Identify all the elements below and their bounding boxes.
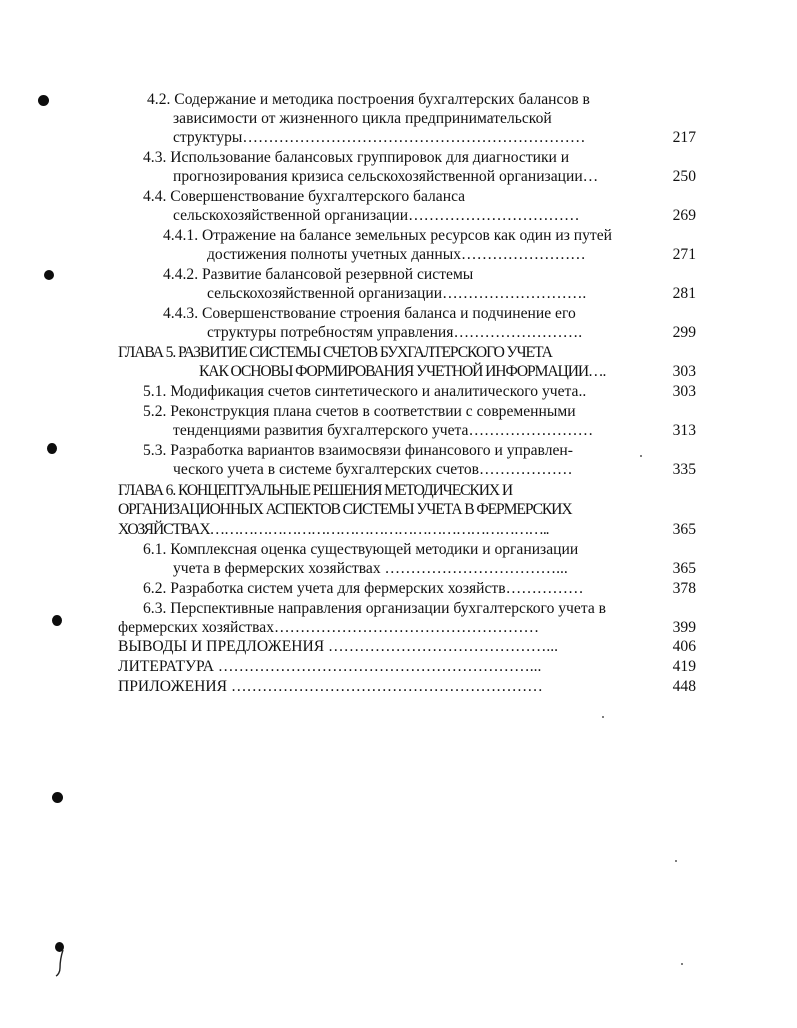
toc-entry-6-1-line-2: учета в фермерских хозяйствах ……………………………...	[173, 560, 568, 577]
toc-page-number: 335	[672, 461, 696, 478]
toc-entry-6-1-line-1: 6.1. Комплексная оценка существующей методики и организации	[143, 541, 579, 558]
toc-entry-4-4-3-line-1: 4.4.3. Совершенствование строения баланса и подчинение его	[163, 305, 576, 322]
toc-conclusions: ВЫВОДЫ И ПРЕДЛОЖЕНИЯ ……………………………………...	[118, 638, 559, 655]
toc-entry-6-2: 6.2. Разработка систем учета для фермерских хозяйств……………	[143, 580, 584, 597]
toc-entry-4-2-line-2: зависимости от жизненного цикла предпринимательской	[173, 110, 552, 127]
toc-chapter-6-line-2: ОРГАНИЗАЦИОННЫХ АСПЕКТОВ СИСТЕМЫ УЧЕТА В ФЕРМЕРСКИХ	[118, 501, 572, 518]
toc-page-number: 448	[672, 678, 696, 695]
pen-stroke-icon	[54, 948, 68, 978]
toc-entry-4-2-line-1: 4.2. Содержание и методика построения бухгалтерских балансов в	[147, 91, 590, 108]
toc-entry-6-3-line-1: 6.3. Перспективные направления организации бухгалтерского учета в	[143, 600, 607, 617]
toc-page-number: 313	[672, 422, 696, 439]
toc-chapter-5-line-1: ГЛАВА 5. РАЗВИТИЕ СИСТЕМЫ СЧЕТОВ БУХГАЛТЕРСКОГО УЧЕТА	[118, 344, 552, 361]
toc-page-number: 365	[672, 521, 696, 538]
toc-page-number: 250	[672, 168, 696, 185]
toc-literature: ЛИТЕРАТУРА ……………………………………………………...	[118, 658, 542, 675]
toc-entry-5-2-line-1: 5.2. Реконструкция плана счетов в соответствии с современными	[143, 403, 576, 420]
toc-entry-5-1: 5.1. Модификация счетов синтетического и аналитического учета..	[143, 383, 587, 400]
binder-hole-mark	[52, 615, 62, 626]
binder-hole-mark	[38, 95, 49, 106]
toc-page-number: 217	[672, 129, 696, 146]
toc-appendices: ПРИЛОЖЕНИЯ ……………………………………………………	[118, 678, 543, 695]
toc-page-number: 303	[672, 383, 696, 400]
toc-entry-5-3-line-1: 5.3. Разработка вариантов взаимосвязи финансового и управлен-	[143, 442, 573, 459]
toc-entry-5-3-line-2: ческого учета в системе бухгалтерских счетов………………	[173, 461, 573, 478]
toc-entry-4-3-line-2: прогнозирования кризиса сельскохозяйственной организации…	[173, 168, 599, 185]
toc-page-number: 365	[672, 560, 696, 577]
toc-entry-4-3-line-1: 4.3. Использование балансовых группировок для диагностики и	[143, 149, 570, 166]
binder-hole-mark	[44, 270, 54, 280]
toc-entry-4-4-1-line-1: 4.4.1. Отражение на балансе земельных ресурсов как один из путей	[163, 227, 613, 244]
toc-chapter-5-line-2: КАК ОСНОВЫ ФОРМИРОВАНИЯ УЧЕТНОЙ ИНФОРМАЦИИ….	[199, 363, 606, 380]
toc-page-number: 378	[672, 580, 696, 597]
toc-page-number: 271	[672, 246, 696, 263]
binder-hole-mark	[47, 443, 57, 454]
toc-entry-4-4-2-line-1: 4.4.2. Развитие балансовой резервной системы	[163, 266, 474, 283]
toc-entry-5-2-line-2: тенденциями развития бухгалтерского учета……………………	[173, 422, 594, 439]
toc-entry-4-4-1-line-2: достижения полноты учетных данных……………………	[207, 246, 586, 263]
toc-page-number: 299	[672, 324, 696, 341]
scan-speck	[681, 963, 683, 965]
toc-page-number: 269	[672, 207, 696, 224]
scan-speck	[602, 716, 604, 718]
scan-speck	[640, 455, 642, 457]
toc-entry-6-3-line-2: фермерских хозяйствах……………………………………………	[118, 619, 540, 636]
toc-entry-4-2-line-3: структуры…………………………………………………………	[173, 129, 586, 146]
toc-page-number: 281	[672, 285, 696, 302]
toc-chapter-6-line-3: ХОЗЯЙСТВАХ……………………………………………………………..	[118, 521, 549, 538]
binder-hole-mark	[52, 792, 63, 803]
scan-speck	[675, 860, 677, 862]
toc-entry-4-4-line-1: 4.4. Совершенствование бухгалтерского баланса	[143, 188, 466, 205]
toc-page-number: 406	[672, 638, 696, 655]
toc-page-number: 399	[672, 619, 696, 636]
toc-entry-4-4-line-2: сельскохозяйственной организации……………………………	[173, 207, 580, 224]
toc-chapter-6-line-1: ГЛАВА 6. КОНЦЕПТУАЛЬНЫЕ РЕШЕНИЯ МЕТОДИЧЕСКИХ И	[118, 482, 513, 499]
toc-entry-4-4-2-line-2: сельскохозяйственной организации……………………….	[207, 285, 587, 302]
toc-entry-4-4-3-line-2: структуры потребностям управления…………………….	[207, 324, 583, 341]
toc-page-number: 303	[672, 363, 696, 380]
toc-page-number: 419	[672, 658, 696, 675]
